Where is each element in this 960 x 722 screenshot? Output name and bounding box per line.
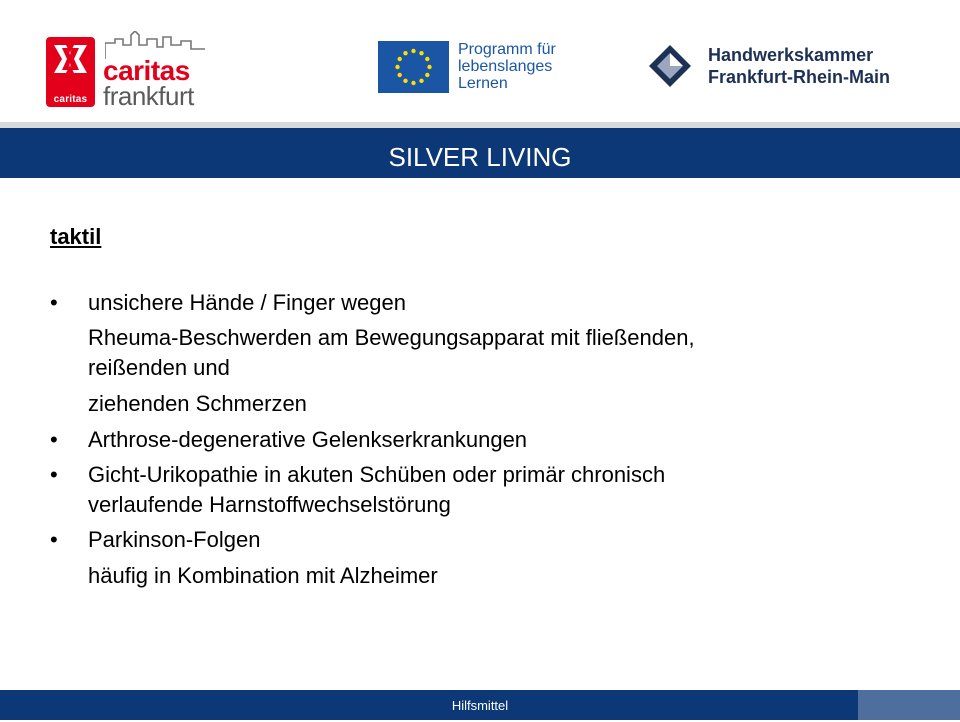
- hwk-line-2: Frankfurt-Rhein-Main: [708, 67, 890, 87]
- continuation-text: reißenden und: [88, 355, 230, 380]
- footer-label: Hilfsmittel: [451, 698, 509, 713]
- caritas-cross-icon: [46, 37, 95, 89]
- slide-title: SILVER LIVING: [0, 128, 960, 178]
- eu-lifelong-learning-logo: [378, 41, 598, 97]
- continuation-text: häufig in Kombination mit Alzheimer: [88, 563, 438, 588]
- continuation-text: verlaufende Harnstoffwechselstörung: [88, 492, 451, 517]
- bullet-text: unsichere Hände / Finger wegen: [88, 290, 406, 315]
- section-heading: taktil: [50, 224, 102, 249]
- bullet-text: Parkinson-Folgen: [88, 527, 261, 552]
- handwerkskammer-logo: [648, 44, 938, 94]
- eu-flag-icon: [378, 41, 449, 93]
- caritas-city: frankfurt: [103, 81, 194, 111]
- caritas-frankfurt-logo: [46, 31, 206, 111]
- continuation-text: ziehenden Schmerzen: [88, 391, 307, 416]
- caritas-flame-mark: [46, 37, 95, 107]
- hwk-text: [708, 44, 890, 88]
- bullet-marker: •: [50, 527, 58, 552]
- bullet-text: Gicht-Urikopathie in akuten Schüben oder primär chronisch: [88, 462, 666, 487]
- eu-line-3: Lernen: [458, 75, 508, 92]
- eu-line-1: Programm für: [458, 41, 556, 58]
- bullet-marker: •: [50, 427, 58, 452]
- eu-line-2: lebenslanges: [458, 58, 553, 75]
- continuation-text: Rheuma-Beschwerden am Bewegungsapparat mit fließenden,: [88, 325, 695, 350]
- hwk-line-1: Handwerkskammer: [708, 45, 874, 65]
- bullet-marker: •: [50, 290, 58, 315]
- bullet-marker: •: [50, 462, 58, 487]
- logo-bar: [0, 0, 960, 122]
- eu-program-text: [458, 41, 556, 92]
- caritas-wordmark: caritas: [103, 55, 190, 86]
- hwk-emblem-icon: [648, 44, 692, 88]
- caritas-small-label: caritas: [53, 94, 88, 105]
- bullet-text: Arthrose-degenerative Gelenkserkrankungen: [88, 427, 528, 452]
